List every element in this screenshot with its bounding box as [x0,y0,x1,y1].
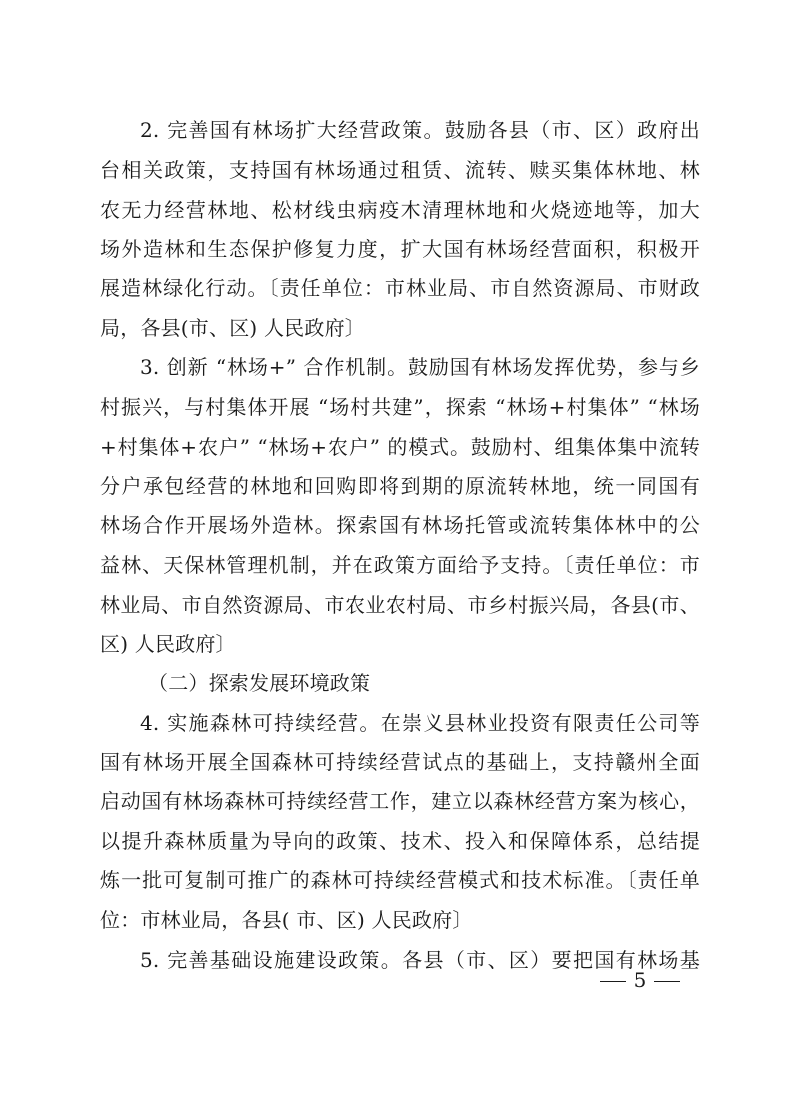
paragraph-3-line-3: +村集体+农户” “林场+农户” 的模式。鼓励村、组集体集中流转 [100,435,700,459]
paragraph-3-line-6: 益林、天保林管理机制，并在政策方面给予支持。〔责任单位：市 [100,553,700,577]
page-number: 5 [633,968,647,992]
paragraph-4-line-2: 国有林场开展全国森林可持续经营试点的基础上，支持赣州全面 [100,750,700,774]
paragraph-2-line-4: 场外造林和生态保护修复力度，扩大国有林场经营面积，积极开 [100,237,700,261]
section-heading: （二）探索发展环境政策 [148,671,371,695]
paragraph-3-line-8: 区) 人民政府〕 [100,632,236,656]
paragraph-3-line-1: 3. 创新 “林场+” 合作机制。鼓励国有林场发挥优势，参与乡 [140,355,700,379]
paragraph-2-line-1: 2. 完善国有林场扩大经营政策。鼓励各县（市、区）政府出 [140,118,700,142]
paragraph-3-line-2: 村振兴，与村集体开展 “场村共建”，探索 “林场+村集体” “林场 [100,395,700,419]
paragraph-4-line-1: 4. 实施森林可持续经营。在崇义县林业投资有限责任公司等 [140,711,700,735]
paragraph-2-line-3: 农无力经营林地、松材线虫病疫木清理林地和火烧迹地等，加大 [100,198,700,222]
paragraph-2-line-5: 展造林绿化行动。〔责任单位：市林业局、市自然资源局、市财政 [100,276,700,300]
paragraph-5-line-1: 5. 完善基础设施建设政策。各县（市、区）要把国有林场基 [140,948,700,972]
paragraph-2-line-2: 台相关政策，支持国有林场通过租赁、流转、赎买集体林地、林 [100,158,700,182]
paragraph-4-line-5: 炼一批可复制可推广的森林可持续经营模式和技术标准。〔责任单 [100,868,700,892]
paragraph-4-line-6: 位：市林业局，各县( 市、区) 人民政府〕 [100,908,473,932]
paragraph-4-line-4: 以提升森林质量为导向的政策、技术、投入和保障体系，总结提 [100,829,700,853]
paragraph-4-line-3: 启动国有林场森林可持续经营工作，建立以森林经营方案为核心， [100,789,700,813]
paragraph-3-line-4: 分户承包经营的林地和回购即将到期的原流转林地，统一同国有 [100,474,700,498]
paragraph-2-line-6: 局，各县(市、区) 人民政府〕 [100,316,365,340]
page-number-footer [580,968,700,992]
dash-right [654,981,680,982]
paragraph-3-line-5: 林场合作开展场外造林。探索国有林场托管或流转集体林中的公 [100,513,700,537]
paragraph-3-line-7: 林业局、市自然资源局、市农业农村局、市乡村振兴局，各县(市、 [100,593,700,617]
dash-left [600,981,626,982]
